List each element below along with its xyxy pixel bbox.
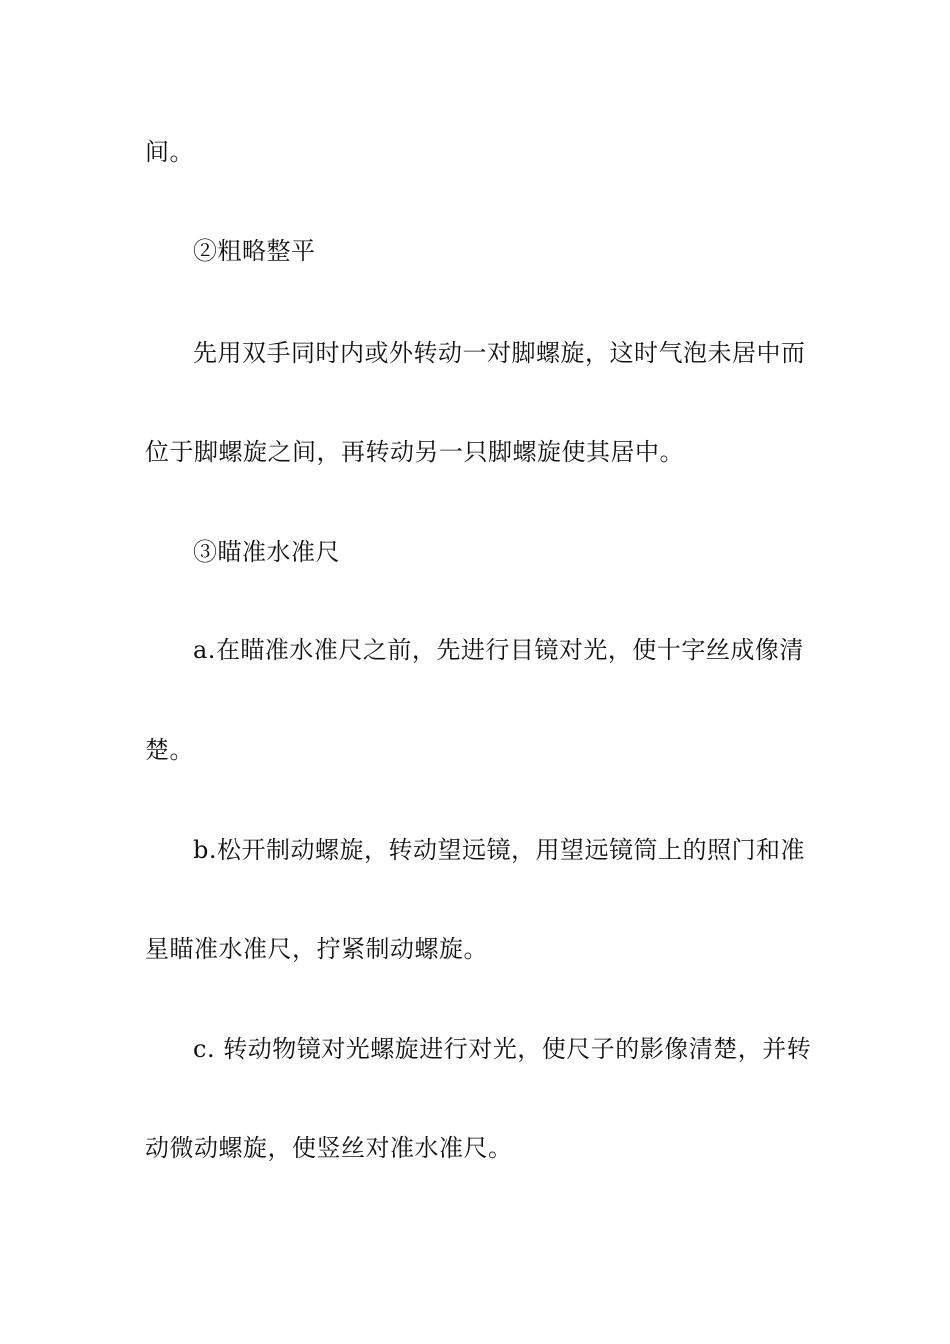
section-heading-aim-staff: ③瞄准水准尺 [193,538,340,566]
section-heading-coarse-leveling: ②粗略整平 [193,237,316,265]
paragraph-line-2: 位于脚螺旋之间，再转动另一只脚螺旋使其居中。 [145,438,684,466]
step-b-line-1: b.松开制动螺旋，转动望远镜，用望远镜筒上的照门和准 [193,836,805,864]
step-b-line-2: 星瞄准水准尺，拧紧制动螺旋。 [145,935,488,963]
paragraph-line-1: 先用双手同时内或外转动一对脚螺旋，这时气泡未居中而 [193,339,806,367]
step-a-line-2: 楚。 [145,736,194,764]
text-line-1: 间。 [145,138,194,166]
step-a-line-1: a.在瞄准水准尺之前，先进行目镜对光，使十字丝成像清 [193,636,804,664]
step-c-line-1: c. 转动物镜对光螺旋进行对光，使尺子的影像清楚，并转 [193,1035,812,1063]
step-c-line-2: 动微动螺旋，使竖丝对准水准尺。 [145,1134,513,1162]
